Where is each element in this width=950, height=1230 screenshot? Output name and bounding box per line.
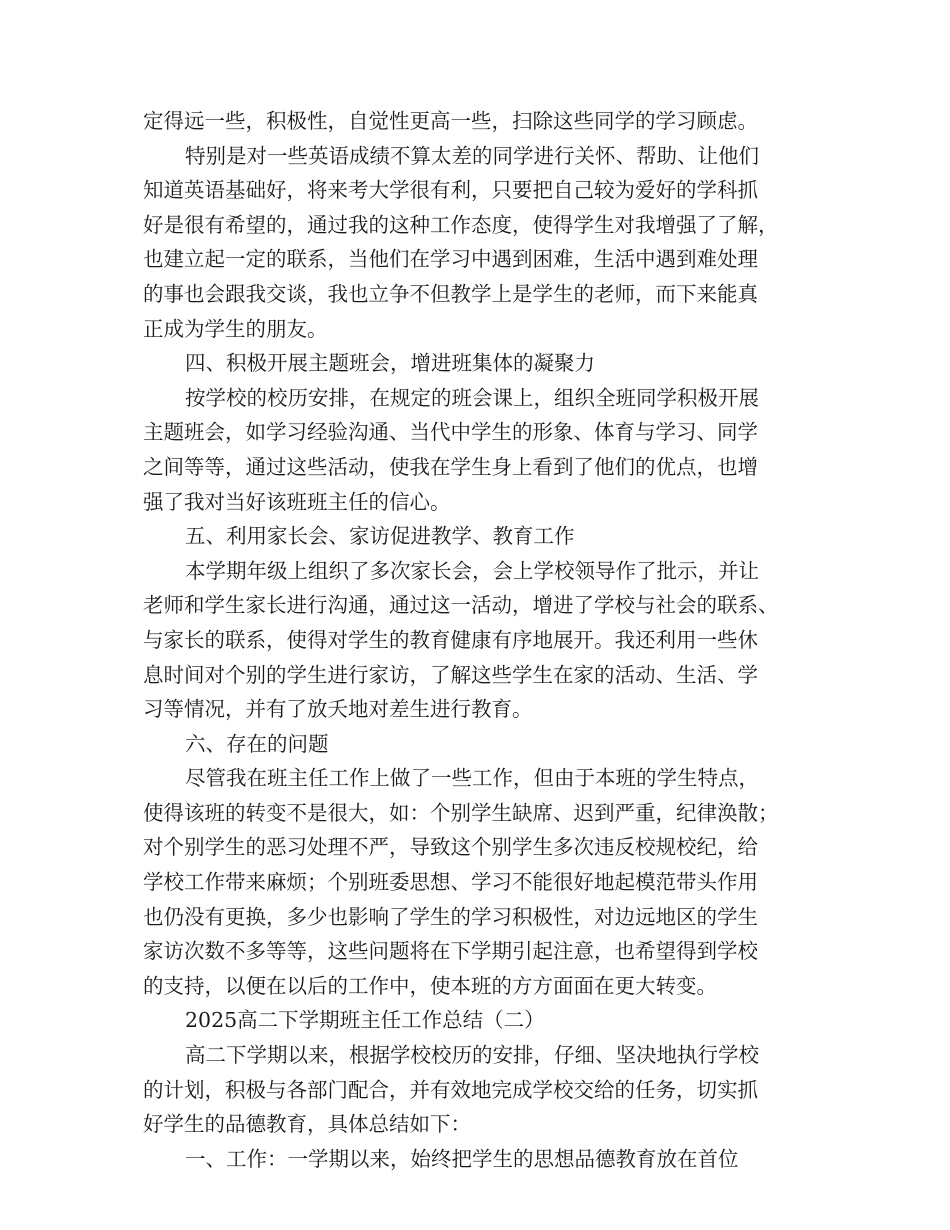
text-line: 息时间对个别的学生进行家访，了解这些学生在家的活动、生活、学 [143, 662, 758, 687]
text-line: 尽管我在班主任工作上做了一些工作，但由于本班的学生特点， [185, 766, 759, 791]
text-line: 特别是对一些英语成绩不算太差的同学进行关怀、帮助、让他们 [185, 143, 759, 168]
text-line: 2025高二下学期班主任工作总结（二） [185, 1008, 545, 1033]
text-line: 对个别学生的恶习处理不严，导致这个别学生多次违反校规校纪，给 [143, 835, 758, 860]
text-line: 六、存在的问题 [185, 731, 329, 756]
text-line: 的支持，以便在以后的工作中，使本班的方方面面在更大转变。 [143, 973, 717, 998]
text-line: 习等情况，并有了放夭地对差生进行教育。 [143, 697, 533, 722]
text-line: 按学校的校历安排，在规定的班会课上，组织全班同学积极开展 [185, 385, 759, 410]
text-line: 四、积极开展主题班会，增进班集体的凝聚力 [185, 351, 595, 376]
text-line: 好学生的品德教育，具体总结如下： [143, 1112, 471, 1137]
text-line: 之间等等，通过这些活动，使我在学生身上看到了他们的优点，也增 [143, 454, 758, 479]
text-line: 强了我对当好该班班主任的信心。 [143, 489, 451, 514]
text-line: 本学期年级上组织了多次家长会，会上学校领导作了批示，并让 [185, 558, 759, 583]
document-body [143, 104, 823, 1176]
text-line: 定得远一些，积极性，自觉性更高一些，扫除这些同学的学习顾虑。 [143, 109, 758, 133]
text-line: 也仍没有更换，多少也影响了学生的学习积极性，对边远地区的学生 [143, 904, 758, 929]
text-line: 老师和学生家长进行沟通，通过这一活动，增进了学校与社会的联系、 [143, 593, 779, 618]
text-line: 使得该班的转变不是很大，如：个别学生缺席、迟到严重，纪律涣散； [143, 800, 779, 825]
text-line: 的事也会跟我交谈，我也立争不但教学上是学生的老师，而下来能真 [143, 281, 758, 306]
text-line: 学校工作带来麻烦；个别班委思想、学习不能很好地起模范带头作用 [143, 870, 758, 895]
text-line: 一、工作：一学期以来，始终把学生的思想品德教育放在首位 [185, 1146, 739, 1171]
text-line: 与家长的联系，使得对学生的教育健康有序地展开。我还利用一些休 [143, 627, 758, 652]
text-line: 家访次数不多等等，这些问题将在下学期引起注意，也希望得到学校 [143, 939, 758, 964]
text-line: 好是很有希望的，通过我的这种工作态度，使得学生对我增强了了解， [143, 212, 779, 237]
text-line: 知道英语基础好，将来考大学很有利，只要把自己较为爱好的学科抓 [143, 178, 758, 203]
text-line: 也建立起一定的联系，当他们在学习中遇到困难，生活中遇到难处理 [143, 247, 758, 272]
text-line: 主题班会，如学习经验沟通、当代中学生的形象、体育与学习、同学 [143, 420, 758, 445]
text-line: 正成为学生的朋友。 [143, 316, 328, 341]
text-line: 的计划，积极与各部门配合，并有效地完成学校交给的任务，切实抓 [143, 1077, 758, 1102]
text-line: 五、利用家长会、家访促进教学、教育工作 [185, 524, 575, 549]
text-line: 高二下学期以来，根据学校校历的安排，仔细、坚决地执行学校 [185, 1043, 759, 1068]
